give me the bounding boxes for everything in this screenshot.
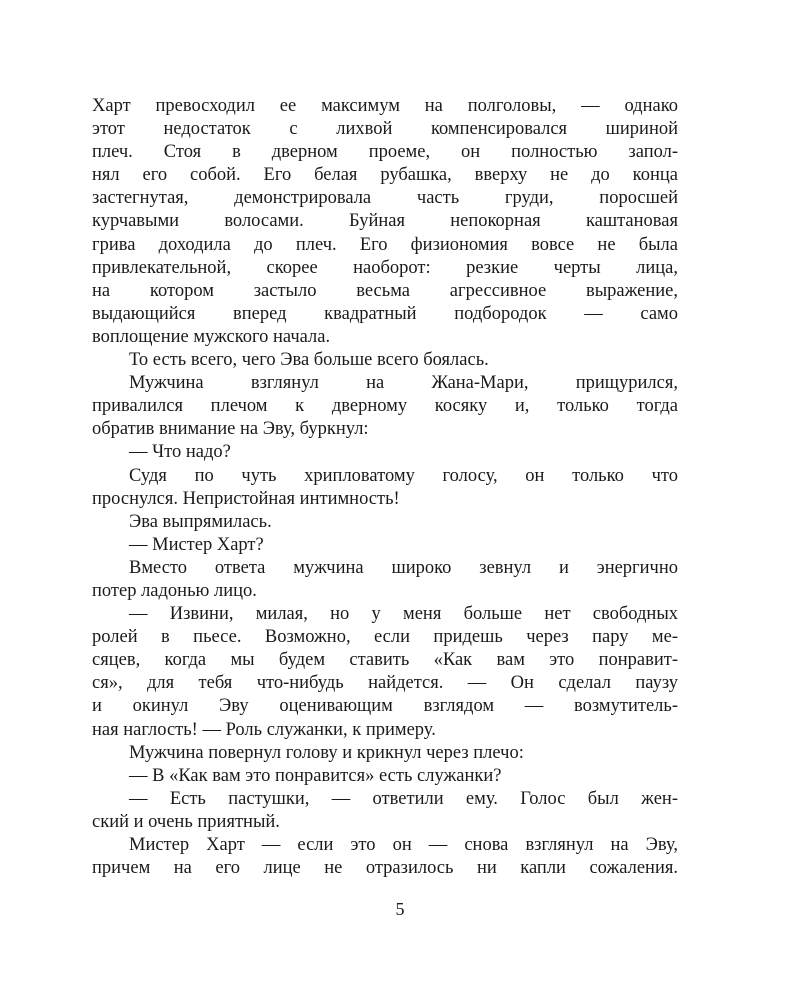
text-line: на котором застыло весьма агрессивное выражение, [92, 280, 678, 301]
text-line: ся», для тебя что-нибудь найдется. — Он сделал паузу [92, 673, 678, 694]
text-line: ролей в пьесе. Возможно, если придешь через пару ме- [92, 627, 678, 648]
text-line: грива доходила до плеч. Его физиономия вовсе не была [92, 234, 678, 255]
text-line: — В «Как вам это понравится» есть служанки? [129, 765, 502, 786]
text-line: привалился плечом к дверному косяку и, только тогда [92, 396, 678, 417]
page-number: 5 [395, 899, 405, 919]
text-line: Судя по чуть хрипловатому голосу, он только что [129, 465, 678, 486]
text-line: Харт превосходил ее максимум на полголовы, — однако [92, 96, 678, 116]
text-line: ский и очень приятный. [92, 811, 280, 832]
text-line: Эва выпрямилась. [129, 511, 272, 532]
text-line: сяцев, когда мы будем ставить «Как вам это понравит- [92, 650, 678, 671]
text-line: обратив внимание на Эву, буркнул: [92, 419, 369, 440]
text-line: плеч. Стоя в дверном проеме, он полностью запол- [92, 142, 678, 163]
text-line: причем на его лице не отразилось ни капли сожаления. [92, 858, 678, 879]
text-line: — Что надо? [129, 442, 231, 463]
body-text [92, 95, 678, 880]
text-line: Мужчина взглянул на Жана-Мари, прищурился, [129, 373, 678, 394]
text-line: — Есть пастушки, — ответили ему. Голос был жен- [129, 788, 678, 809]
text-line: Мистер Харт — если это он — снова взглянул на Эву, [129, 835, 678, 855]
text-line: этот недостаток с лихвой компенсировался шириной [92, 119, 678, 140]
text-line: выдающийся вперед квадратный подбородок — само [92, 303, 678, 324]
text-line: То есть всего, чего Эва больше всего боялась. [129, 350, 489, 371]
text-line: и окинул Эву оценивающим взглядом — возмутитель- [92, 696, 678, 717]
text-line: — Извини, милая, но у меня больше нет свободных [129, 604, 678, 625]
text-line: воплощение мужского начала. [92, 326, 331, 347]
text-line: Мужчина повернул голову и крикнул через плечо: [129, 742, 524, 763]
text-line: Вместо ответа мужчина широко зевнул и энергично [129, 557, 678, 578]
text-line: застегнутая, демонстрировала часть груди, поросшей [92, 188, 678, 209]
text-line: — Мистер Харт? [129, 534, 264, 555]
text-line: потер ладонью лицо. [92, 580, 257, 601]
text-line: привлекательной, скорее наоборот: резкие черты лица, [92, 257, 678, 278]
text-line: курчавыми волосами. Буйная непокорная каштановая [92, 211, 678, 232]
text-line: нял его собой. Его белая рубашка, вверху не до конца [92, 165, 678, 186]
text-line: ная наглость! — Роль служанки, к примеру. [92, 719, 436, 740]
text-line: проснулся. Непристойная интимность! [92, 488, 400, 509]
